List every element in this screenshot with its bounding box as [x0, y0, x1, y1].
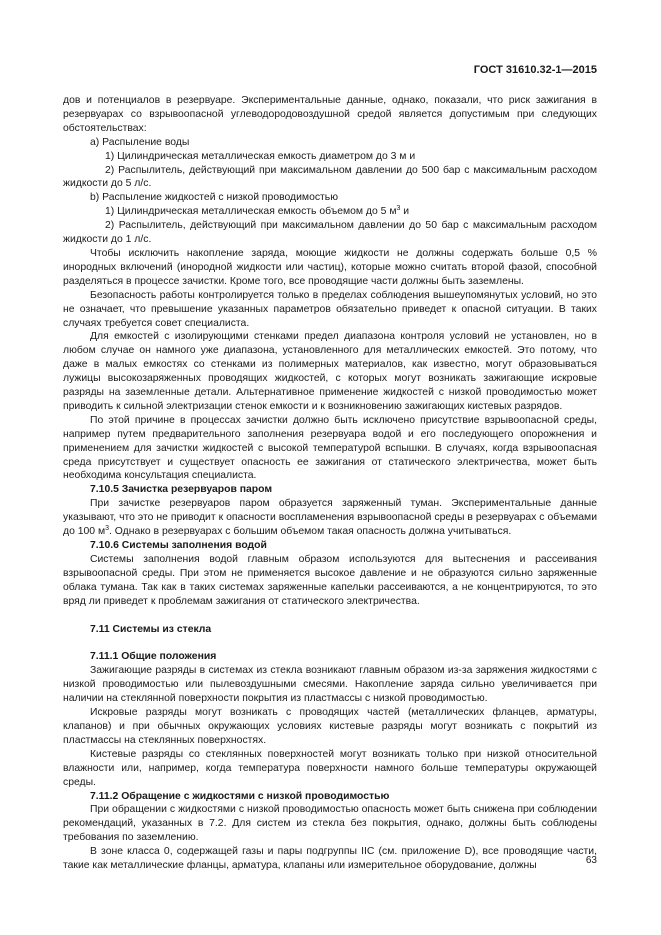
list-item: b) Распыление жидкостей с низкой проводимостью: [90, 192, 339, 204]
paragraph: Чтобы исключить накопление заряда, моющие жидкости не должны содержать больше 0,5 % инородных включений (инородной жидкости или частиц), которые можно считать второй фазой, способной разделяться в процессе зачистки. Кроме того, все проводящие части должны быть заземлены.: [63, 247, 597, 287]
paragraph: Безопасность работы контролируется только в пределах соблюдения вышеупомянутых условий, но это не означает, что превышение указанных параметров обязательно приведет к опасной ситуации. В таких случаях требуется совет специалиста.: [63, 289, 597, 329]
list-item: 2) Распылитель, действующий при максимальном давлении до 500 бар с максимальным расходом жидкости до 5 л/с.: [63, 164, 597, 190]
list-item: 2) Распылитель, действующий при максимальном давлении до 50 бар с максимальным расходом жидкости до 1 л/с.: [63, 220, 597, 246]
paragraph: В зоне класса 0, содержащей газы и пары подгруппы IIC (см. приложение D), все проводящие части, такие как металлические фланцы, арматура, клапаны или измерительное оборудование, должны: [63, 846, 597, 872]
superscript: 3: [105, 525, 110, 533]
superscript: 3: [396, 205, 401, 213]
paragraph: Для емкостей с изолирующими стенками предел диапазона контроля условий не установлен, но в любом случае он намного уже диапазона, установленного для металлических емкостей. Это потому, что даже в малых емкостях со стенками из полимерных материалов, как известно, могут образовываться лужицы высокозаряженных проводящих жидкостей, с которых могут возникать зажигающие искровые разряды на заземленные детали. Альтернативное применение жидкостей с низкой проводимостью может приводить к сильной электризации стенок емкости и к возникновению зажигающих кистевых разрядов.: [63, 331, 597, 412]
paragraph: При обращении с жидкостями с низкой проводимостью опасность может быть снижена при соблюдении рекомендаций, указанных в 7.2. Для систем из стекла без покрытия, однако, должны быть соблюдены требования по заземлению.: [63, 804, 597, 844]
list-item: a) Распыление воды: [90, 136, 190, 148]
section-heading: 7.11.2 Обращение с жидкостями с низкой проводимостью: [90, 790, 390, 802]
page-body: [63, 94, 597, 873]
text-run: и: [400, 206, 410, 218]
section-heading: 7.10.6 Системы заполнения водой: [90, 540, 267, 551]
paragraph: Зажигающие разряды в системах из стекла возникают главным образом из-за заряжения жидкостями с низкой проводимостью или пылевоздушными смесями. Накопление заряда сильно увеличивается при наличии на стеклянной поверхности покрытия из пластмассы с низкой проводимостью.: [63, 665, 597, 705]
text-run: . Однако в резервуарах с большим объемом такая опасность должна учитываться.: [109, 526, 512, 538]
section-heading: 7.11.1 Общие положения: [90, 651, 217, 663]
text-run: 1) Цилиндрическая металлическая емкость объемом до 5 м: [105, 206, 397, 218]
paragraph: [63, 497, 597, 539]
paragraph: Кистевые разряды со стеклянных поверхностей могут возникать только при низкой относительной влажности или, например, когда температура поверхности намного больше температуры окружающей среды.: [63, 748, 597, 788]
list-item: [63, 205, 597, 219]
section-heading: 7.11 Системы из стекла: [90, 623, 212, 635]
paragraph: Искровые разряды могут возникать с проводящих частей (металлических фланцев, арматуры, клапанов) и при обычных окружающих условиях кистевые разряды могут возникать с покрытий из пластмассы на стеклянных поверхностях.: [63, 707, 597, 746]
paragraph: дов и потенциалов в резервуаре. Экспериментальные данные, однако, показали, что риск зажигания в резервуарах со взрывоопасной углеводородовоздушной средой является допустимым при следующих обстоятельствах:: [63, 95, 597, 134]
paragraph: По этой причине в процессах зачистки должно быть исключено присутствие взрывоопасной среды, например путем предварительного заполнения резервуара водой и его последующего опорожнения и применением для зачистки жидкостей с высокой температурой вспышки. В случаях, когда взрывоопасная среда присутствует и существует опасность ее зажигания от статического электричества, может быть необходима консультация специалиста.: [63, 414, 597, 482]
document-header: ГОСТ 31610.32-1—2015: [473, 64, 597, 76]
page-number: 63: [585, 855, 597, 866]
section-heading: 7.10.5 Зачистка резервуаров паром: [90, 484, 273, 496]
paragraph: Системы заполнения водой главным образом используются для вытеснения и рассеивания взрывоопасной среды. При этом не применяется высокое давление и не образуются сильно заряженные облака тумана. Так как в таких системах заряженные капельки рассеиваются, а не концентрируются, то это вряд ли приведет к проблемам зажигания от статического электричества.: [63, 553, 597, 607]
list-item: 1) Цилиндрическая металлическая емкость диаметром до 3 м и: [105, 150, 416, 162]
text-run: При зачистке резервуаров паром образуется заряженный туман. Экспериментальные данные указывают, что это не приводит к опасности воспламенения взрывоопасной среды в резервуарах с объемами до 100 м: [63, 498, 597, 538]
